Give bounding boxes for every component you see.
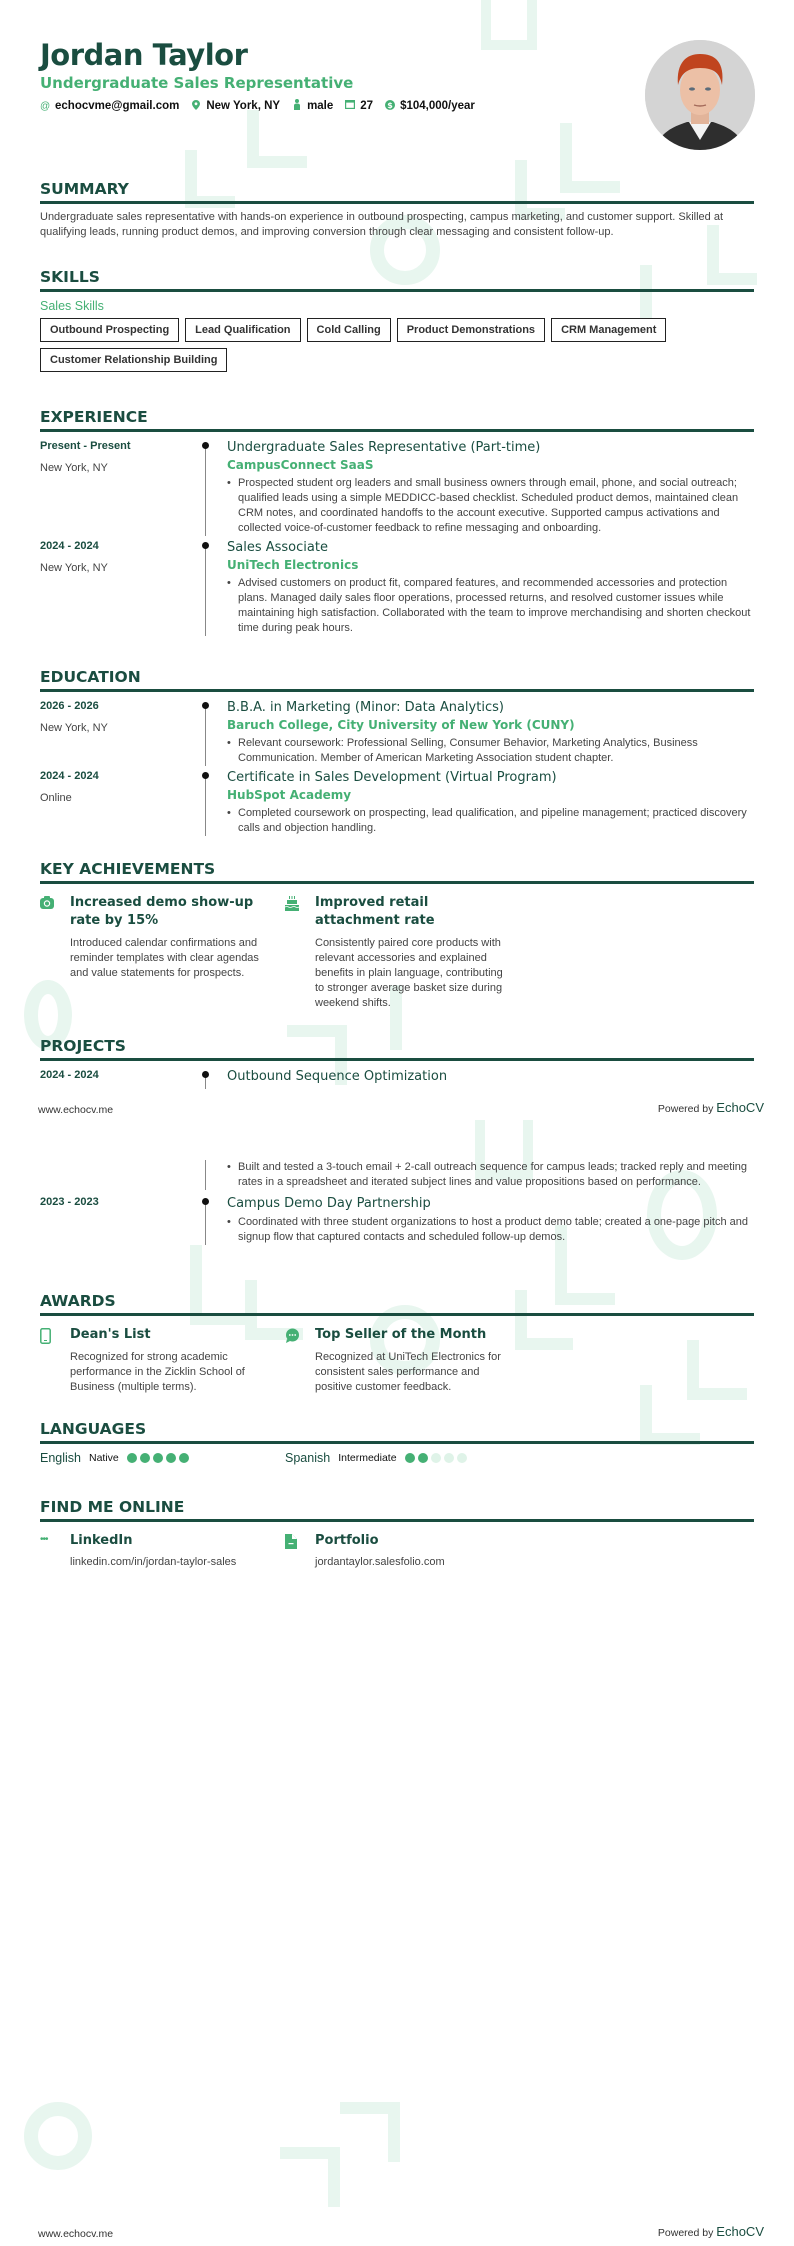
entry-location: New York, NY [40,562,108,574]
section-heading: LANGUAGES [40,1420,147,1438]
experience-section [40,408,754,636]
footer-site-link[interactable]: www.echocv.me [38,1104,114,1116]
section-heading: AWARDS [40,1292,116,1310]
contact-email[interactable]: @ echocvme@gmail.com [40,100,180,112]
section-heading: EDUCATION [40,668,141,686]
award-title: Top Seller of the Month [315,1327,487,1342]
avatar [645,40,755,150]
footer-powered-by: Powered by EchoCV [657,1100,764,1115]
online-link-card[interactable] [285,1532,530,1570]
entry-title: Certificate in Sales Development (Virtual Program) [227,770,557,785]
languages-section [40,1420,754,1465]
project-entry [40,1196,754,1245]
section-heading: EXPERIENCE [40,408,148,426]
entry-title: Outbound Sequence Optimization [227,1069,448,1084]
contact-location: New York, NY [191,100,280,113]
dot-filled [405,1453,415,1463]
entry-organization: CampusConnect SaaS [227,458,374,472]
section-divider [40,1519,754,1522]
link-url[interactable]: linkedin.com/in/jordan-taylor-sales [70,1556,237,1568]
section-heading: SUMMARY [40,180,129,198]
timeline-dot [202,1071,209,1078]
timeline-dot [202,1198,209,1205]
entry-date: 2024 - 2024 [40,540,99,552]
skill-chip: Product Demonstrations [397,318,545,342]
timeline-line [205,448,206,536]
education-section [40,668,754,836]
section-divider [40,201,754,204]
entry-date: 2023 - 2023 [40,1196,99,1208]
contact-gender: male [292,99,333,113]
section-divider [40,881,754,884]
online-section [40,1498,754,1570]
entry-title: B.B.A. in Marketing (Minor: Data Analytics) [227,700,504,715]
section-divider [40,689,754,692]
document-icon [285,1532,301,1570]
skill-group-label: Sales Skills [40,299,104,313]
footer-site-link[interactable]: www.echocv.me [38,2228,114,2240]
entry-date: 2024 - 2024 [40,770,99,782]
dot-filled [418,1453,428,1463]
language-level: Native [89,1452,119,1464]
experience-entry [40,540,754,636]
achievement-title: Increased demo show-up rate by 15% [70,895,254,928]
experience-entry [40,440,754,536]
dot-empty [457,1453,467,1463]
dot-filled [179,1453,189,1463]
timeline-line [205,1204,206,1245]
skill-chip: Lead Qualification [185,318,300,342]
calendar-icon [345,100,355,112]
entry-bullet: • Advised customers on product fit, compared features, and recommended accessories and protection plans. Managed daily sales floor operations, processed returns, and resolved customer issues while maintaining high satisfaction. Collaborated with the team to improve merchandising and shorten checkout time during peak hours. [227,576,754,636]
candidate-title: Undergraduate Sales Representative [40,74,354,92]
education-entry [40,770,754,836]
section-divider [40,1441,754,1444]
online-link-card[interactable] [40,1532,285,1570]
timeline-line [205,548,206,636]
timeline-dot [202,542,209,549]
language-item [285,1451,530,1465]
entry-title: Campus Demo Day Partnership [227,1196,431,1211]
entry-bullet: • Prospected student org leaders and small business owners through email, phone, and social outreach; qualified leads using a simple MEDDICC-based checklist. Scheduled product demos, maintained clean CRM notes, and coordinated handoffs to the account executive. Supported campus activations and collected voice-of-customer feedback to refine messaging and onboarding. [227,476,754,536]
timeline-dot [202,772,209,779]
timeline-dot [202,442,209,449]
dot-filled [127,1453,137,1463]
person-icon [292,99,302,113]
entry-organization: UniTech Electronics [227,558,359,572]
language-level: Intermediate [338,1452,397,1464]
award-description: Recognized at UniTech Electronics for consistent sales performance and positive customer feedback. [315,1351,501,1393]
camera-icon [40,894,56,1011]
projects-section [40,1037,754,1089]
dot-empty [444,1453,454,1463]
link-url[interactable]: jordantaylor.salesfolio.com [315,1556,445,1568]
achievement-description: Consistently paired core products with relevant accessories and explained benefits in plain language, contributing to stronger average basket size during weekend shifts. [315,937,503,1009]
skill-chip: CRM Management [551,318,666,342]
proficiency-dots [127,1453,189,1463]
entry-date: Present - Present [40,440,131,452]
dot-filled [153,1453,163,1463]
skill-chips [40,318,754,372]
entry-bullet: • Completed coursework on prospecting, lead qualification, and pipeline management; practiced discovery calls and objection handling. [227,806,754,836]
section-divider [40,429,754,432]
skill-chip: Outbound Prospecting [40,318,179,342]
timeline-dot [202,702,209,709]
entry-organization: HubSpot Academy [227,788,352,802]
entry-title: Undergraduate Sales Representative (Part-time) [227,440,541,455]
entry-bullet: • Relevant coursework: Professional Selling, Consumer Behavior, Marketing Analytics, Business Communication. Member of American Marketing Association student chapter. [227,736,754,766]
contact-age: 27 [345,100,373,112]
section-heading: KEY ACHIEVEMENTS [40,860,216,878]
award-card [285,1326,530,1395]
link-title: Portfolio [315,1533,379,1548]
skill-chip: Cold Calling [307,318,391,342]
achievement-card [285,894,530,1011]
candidate-name: Jordan Taylor [40,38,248,72]
entry-date: 2026 - 2026 [40,700,99,712]
language-name: Spanish [285,1451,331,1465]
at-icon: @ [40,100,51,112]
section-heading: FIND ME ONLINE [40,1498,185,1516]
entry-organization: Baruch College, City University of New York (CUNY) [227,718,575,732]
language-item [40,1451,285,1465]
dollar-icon [385,100,395,113]
mobile-icon [40,1326,56,1395]
dot-filled [140,1453,150,1463]
contact-salary: $ $104,000/year [385,100,475,113]
timeline-line [205,778,206,836]
skill-chip: Customer Relationship Building [40,348,227,372]
section-divider [40,1313,754,1316]
link-title: LinkedIn [70,1533,133,1548]
entry-bullet: • Built and tested a 3-touch email + 2-call outreach sequence for campus leads; tracked reply and meeting rates in a spreadsheet and iterated subject lines and value propositions based on performance. [227,1160,754,1190]
footer-powered-by: Powered by EchoCV [657,2224,764,2239]
award-card [40,1326,285,1395]
timeline-line [205,708,206,766]
cake-icon [285,894,301,1011]
achievement-title: Improved retail attachment rate [315,895,435,928]
award-description: Recognized for strong academic performance in the Zicklin School of Business (multiple terms). [70,1351,245,1393]
skills-section [40,268,754,372]
language-name: English [40,1451,81,1465]
ellipsis-icon: ••• [40,1534,48,1545]
svg-text:$: $ [387,100,393,110]
section-heading: SKILLS [40,268,100,286]
chat-bubble-icon [285,1326,301,1395]
awards-section [40,1292,754,1395]
education-entry [40,700,754,766]
achievements-section [40,860,754,1011]
brand-logo: EchoCV [716,2224,764,2239]
entry-title: Sales Associate [227,540,328,555]
section-heading: PROJECTS [40,1037,126,1055]
timeline-line [205,1160,206,1190]
entry-date: 2024 - 2024 [40,1069,99,1081]
entry-location: Online [40,792,72,804]
entry-location: New York, NY [40,722,108,734]
summary-section [40,180,754,240]
projects-section-continued [40,1160,754,1245]
proficiency-dots [405,1453,467,1463]
achievement-description: Introduced calendar confirmations and reminder templates with clear agendas and value statements for prospects. [70,937,259,979]
entry-bullet: • Coordinated with three student organizations to host a product demo table; created a one-page pitch and signup flow that captured contacts and scheduled follow-up demos. [227,1215,754,1245]
dot-empty [431,1453,441,1463]
section-divider [40,1058,754,1061]
section-divider [40,289,754,292]
project-entry-continued [40,1160,754,1190]
achievement-card [40,894,285,1011]
dot-filled [166,1453,176,1463]
award-title: Dean's List [70,1327,151,1342]
brand-logo: EchoCV [716,1100,764,1115]
entry-location: New York, NY [40,462,108,474]
summary-text: Undergraduate sales representative with hands-on experience in outbound prospecting, campus marketing, and customer support. Skilled at qualifying leads, running product demos, and improving conversion through clear messaging and consistent follow-up. [40,211,724,238]
timeline-line [205,1077,206,1089]
project-entry [40,1069,754,1089]
location-pin-icon [191,100,201,113]
